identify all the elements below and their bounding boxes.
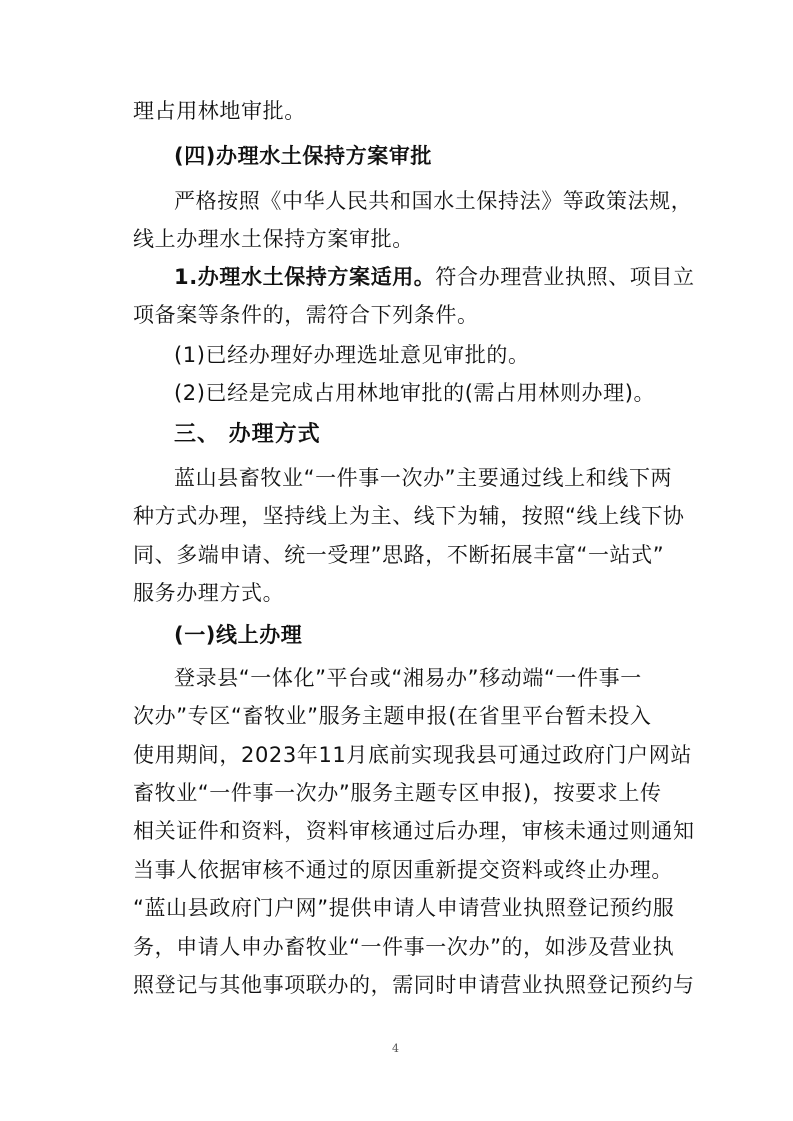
inline-text: 符合办理营业执照、项目立 [435, 265, 695, 289]
paragraph-line: 项备案等条件的，需符合下列条件。 [133, 303, 479, 327]
paragraph-line: 照登记与其他事项联办的，需同时申请营业执照登记预约与 [133, 973, 695, 997]
paragraph-line: “蓝山县政府门户网”提供申请人申请营业执照登记预约服 [133, 896, 675, 920]
paragraph-line: 相关证件和资料，资料审核通过后办理，审核未通过则通知 [133, 819, 695, 843]
paragraph-line: 务，申请人申办畜牧业“一件事一次办”的，如涉及营业执 [133, 935, 675, 959]
section-heading: (一)线上办理 [174, 623, 303, 647]
paragraph-line: 畜牧业“一件事一次办”服务主题专区申报)，按要求上传 [133, 781, 662, 805]
paragraph-line: 当事人依据审核不通过的原因重新提交资料或终止办理。 [133, 858, 673, 882]
paragraph-line: 理占用林地审批。 [133, 99, 306, 123]
paragraph-line: 种方式办理，坚持线上为主、线下为辅，按照“线上线下协 [133, 504, 685, 528]
inline-bold-heading: 1.办理水土保持方案适用。 [174, 265, 436, 289]
paragraph-line: 蓝山县畜牧业“一件事一次办”主要通过线上和线下两 [174, 466, 673, 490]
paragraph-line: 服务办理方式。 [133, 581, 285, 605]
section-heading: (四)办理水土保持方案审批 [174, 144, 432, 168]
page-number: 4 [392, 1042, 399, 1055]
list-item: (2)已经是完成占用林地审批的(需占用林则办理)。 [174, 381, 656, 405]
paragraph-line: 同、多端申请、统一受理”思路，不断拓展丰富“一站式” [133, 543, 665, 567]
paragraph-line [174, 262, 695, 292]
paragraph-line: 线上办理水土保持方案审批。 [133, 227, 414, 251]
chapter-heading: 三、 办理方式 [174, 422, 321, 447]
list-item: (1)已经办理好办理选址意见审批的。 [174, 343, 530, 367]
paragraph-line: 严格按照《中华人民共和国水土保持法》等政策法规， [174, 189, 693, 213]
paragraph-line: 次办”专区“畜牧业”服务主题申报(在省里平台暂未投入 [133, 704, 652, 728]
paragraph-line: 登录县“一体化”平台或“湘易办”移动端“一件事一 [174, 666, 642, 690]
paragraph-line: 使用期间，2023年11月底前实现我县可通过政府门户网站 [133, 743, 692, 767]
